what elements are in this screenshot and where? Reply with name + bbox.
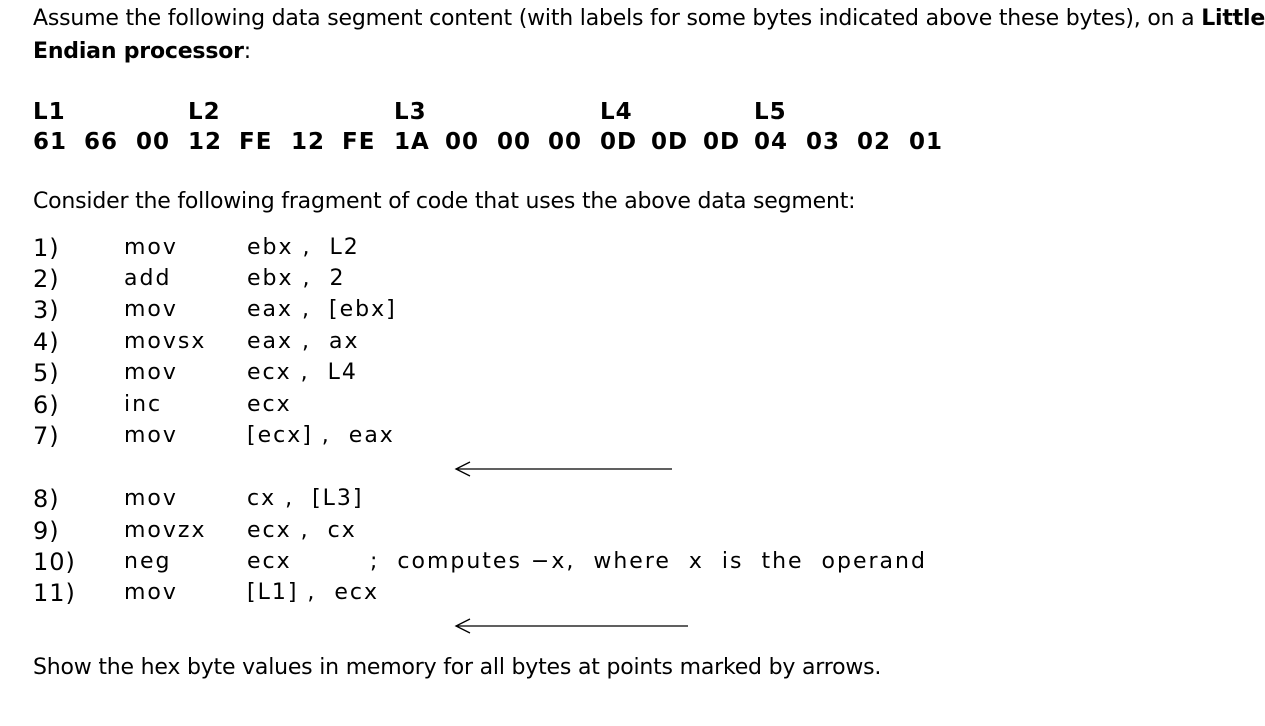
byte-9: 00 [497, 129, 532, 155]
line-number: 9) [33, 517, 60, 545]
byte-0: 61 [33, 129, 68, 155]
line-number: 5) [33, 359, 60, 387]
byte-11: 0D [600, 129, 638, 155]
marker-arrow-2 [452, 616, 702, 636]
intro-line-2-bold: Endian processor [33, 39, 244, 64]
intro-line-1-text: Assume the following data segment content (with labels for some bytes indicated above these bytes), on a [33, 6, 1202, 31]
operands: [ecx] , eax [247, 423, 395, 448]
opcode: mov [124, 423, 178, 448]
line-number: 2) [33, 265, 60, 293]
operands: ecx , L4 [247, 360, 358, 385]
operands: eax , [ebx] [247, 297, 397, 322]
intro-line-2 [33, 39, 251, 64]
label-l5: L5 [754, 99, 787, 125]
line-number: 1) [33, 234, 60, 262]
byte-15: 03 [806, 129, 841, 155]
byte-1: 66 [84, 129, 119, 155]
byte-7: 1A [394, 129, 430, 155]
code-comment: ; computes −x, where x is the operand [370, 549, 927, 574]
opcode: movsx [124, 329, 207, 354]
line-number: 10) [33, 548, 76, 576]
byte-17: 01 [909, 129, 944, 155]
byte-14: 04 [754, 129, 789, 155]
operands: ecx , cx [247, 518, 357, 543]
operands: cx , [L3] [247, 486, 364, 511]
byte-6: FE [342, 129, 376, 155]
byte-13: 0D [703, 129, 741, 155]
byte-12: 0D [651, 129, 689, 155]
byte-4: FE [239, 129, 273, 155]
label-l1: L1 [33, 99, 66, 125]
byte-2: 00 [136, 129, 171, 155]
byte-16: 02 [857, 129, 892, 155]
operands: eax , ax [247, 329, 360, 354]
opcode: inc [124, 392, 163, 417]
footer-text: Show the hex byte values in memory for all bytes at points marked by arrows. [33, 655, 882, 680]
intro-line-2-after: : [243, 39, 251, 64]
label-l3: L3 [394, 99, 427, 125]
marker-arrow-1 [452, 459, 692, 479]
operands: ebx , 2 [247, 266, 346, 291]
label-l2: L2 [188, 99, 221, 125]
opcode: neg [124, 549, 172, 574]
operands: ecx [247, 392, 292, 417]
intro-line-1 [33, 6, 1265, 31]
line-number: 7) [33, 422, 60, 450]
byte-10: 00 [548, 129, 583, 155]
byte-3: 12 [188, 129, 223, 155]
opcode: add [124, 266, 172, 291]
line-number: 8) [33, 485, 60, 513]
consider-text: Consider the following fragment of code that uses the above data segment: [33, 189, 856, 214]
intro-line-1-bold: Little [1201, 6, 1265, 31]
opcode: mov [124, 235, 178, 260]
opcode: mov [124, 360, 178, 385]
line-number: 6) [33, 391, 60, 419]
operands: ecx [247, 549, 292, 574]
label-l4: L4 [600, 99, 633, 125]
operands: [L1] , ecx [247, 580, 380, 605]
opcode: mov [124, 486, 178, 511]
line-number: 4) [33, 328, 60, 356]
opcode: mov [124, 580, 178, 605]
opcode: mov [124, 297, 178, 322]
operands: ebx , L2 [247, 235, 360, 260]
opcode: movzx [124, 518, 207, 543]
byte-5: 12 [291, 129, 326, 155]
line-number: 3) [33, 296, 60, 324]
line-number: 11) [33, 579, 76, 607]
byte-8: 00 [445, 129, 480, 155]
